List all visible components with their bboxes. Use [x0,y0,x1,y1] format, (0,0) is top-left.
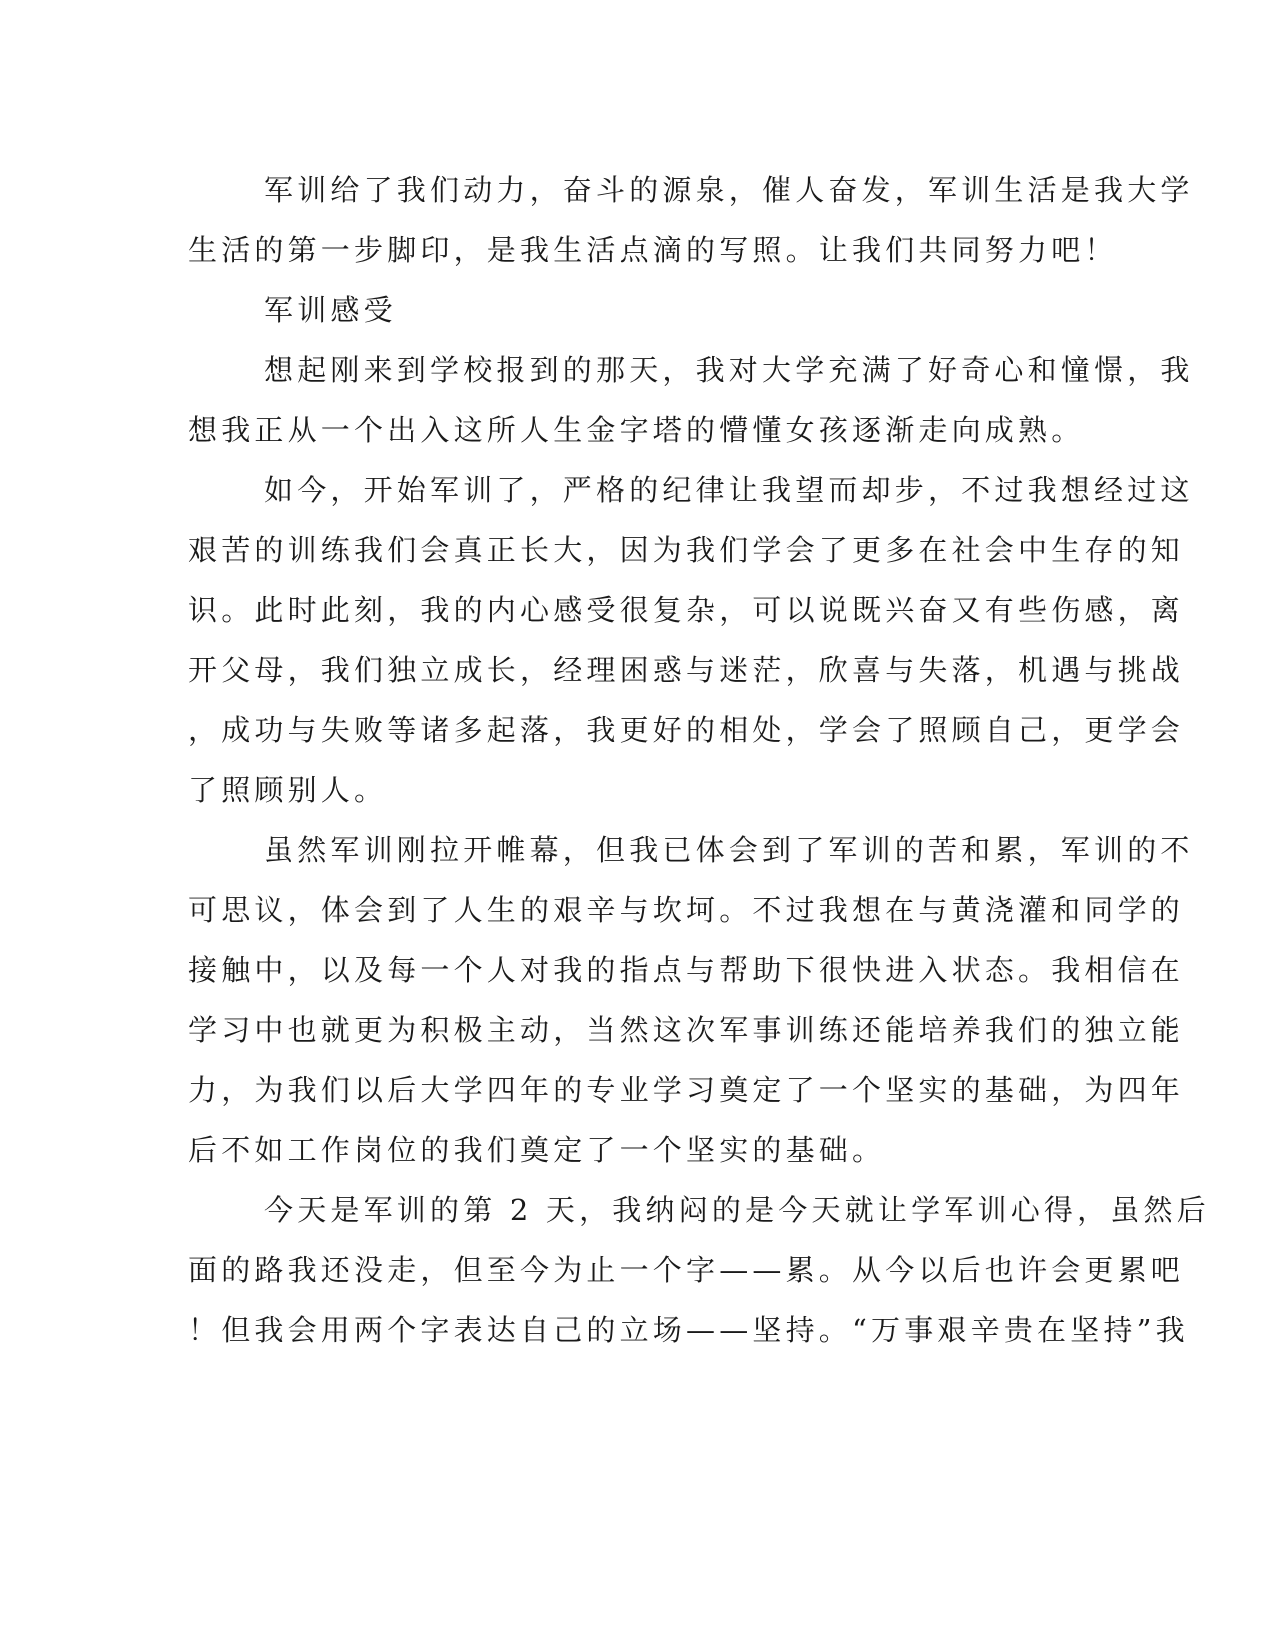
paragraph-second-day [188,1180,1210,1360]
document-body [188,160,1210,1360]
text-line: 今天是军训的第 2 天，我纳闷的是今天就让学军训心得，虽然后 [264,1193,1210,1227]
text-line: ！但我会用两个字表达自己的立场——坚持。“万事艰辛贵在坚持”我 [188,1313,1189,1347]
text-line: 后不如工作岗位的我们奠定了一个坚实的基础。 [188,1133,886,1167]
text-line: 艰苦的训练我们会真正长大，因为我们学会了更多在社会中生存的知 [188,533,1185,567]
text-line: ，成功与失败等诸多起落，我更好的相处，学会了照顾自己，更学会 [188,713,1185,747]
text-line: 想起刚来到学校报到的那天，我对大学充满了好奇心和憧憬，我 [264,353,1194,387]
section-heading: 军训感受 [264,293,397,327]
text-line: 识。此时此刻，我的内心感受很复杂，可以说既兴奋又有些伤感，离 [188,593,1185,627]
text-line: 力，为我们以后大学四年的专业学习奠定了一个坚实的基础，为四年 [188,1073,1185,1107]
text-line: 军训给了我们动力，奋斗的源泉，催人奋发，军训生活是我大学 [264,173,1194,207]
text-line: 面的路我还没走，但至今为止一个字——累。从今以后也许会更累吧 [188,1253,1185,1287]
paragraph-training-begins [188,460,1194,820]
text-line: 学习中也就更为积极主动，当然这次军事训练还能培养我们的独立能 [188,1013,1185,1047]
text-line: 开父母，我们独立成长，经理困惑与迷茫，欣喜与失落，机遇与挑战 [188,653,1185,687]
text-line: 了照顾别人。 [188,773,388,807]
text-line: 接触中，以及每一个人对我的指点与帮助下很快进入状态。我相信在 [188,953,1185,987]
paragraph-military-training-motivation [188,160,1194,280]
text-line: 如今，开始军训了，严格的纪律让我望而却步，不过我想经过这 [264,473,1194,507]
paragraph-hardship [188,820,1194,1180]
text-line: 生活的第一步脚印，是我生活点滴的写照。让我们共同努力吧！ [188,233,1118,267]
text-line: 虽然军训刚拉开帷幕，但我已体会到了军训的苦和累，军训的不 [264,833,1194,867]
text-line: 可思议，体会到了人生的艰辛与坎坷。不过我想在与黄浇灌和同学的 [188,893,1185,927]
paragraph-first-day-memory [188,340,1194,460]
text-line: 想我正从一个出入这所人生金字塔的懵懂女孩逐渐走向成熟。 [188,413,1085,447]
